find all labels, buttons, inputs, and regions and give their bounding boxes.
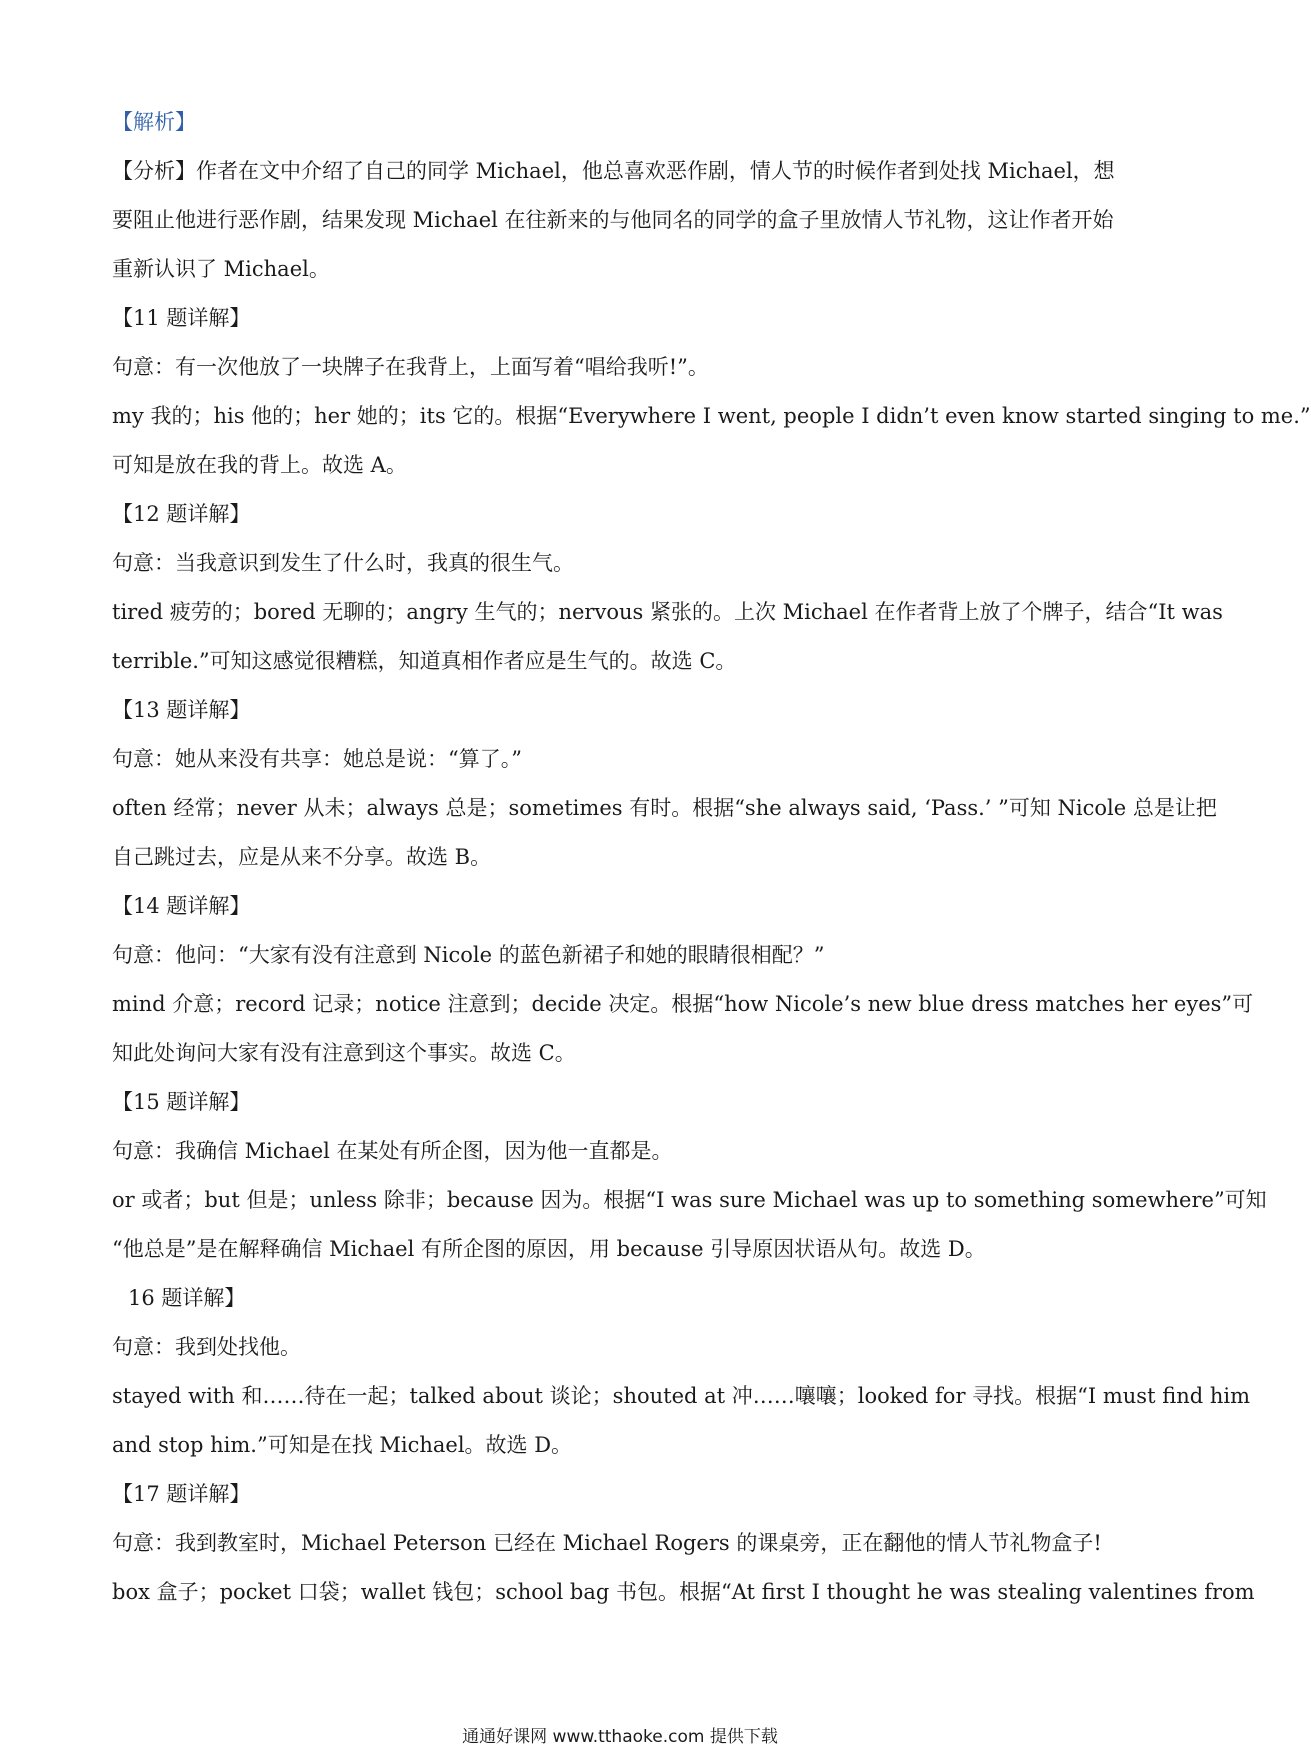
question-title: 【12 题详解】	[112, 502, 251, 526]
analysis-line: 【分析】作者在文中介绍了自己的同学 Michael，他总喜欢恶作剧，情人节的时候作者到处找 Michael，想	[112, 159, 1115, 183]
question-line: 句意：有一次他放了一块牌子在我背上，上面写着“唱给我听!”。	[112, 355, 709, 379]
question-line: 句意：我确信 Michael 在某处有所企图，因为他一直都是。	[112, 1139, 673, 1163]
question-14	[112, 882, 1254, 1078]
question-title: 【15 题详解】	[112, 1090, 251, 1114]
question-title: 【14 题详解】	[112, 894, 251, 918]
question-line: 可知是放在我的背上。故选 A。	[112, 453, 407, 477]
analysis-paragraph	[112, 147, 1134, 294]
document-body	[112, 98, 1311, 1617]
question-line: and stop him.”可知是在找 Michael。故选 D。	[112, 1433, 573, 1457]
analysis-line: 重新认识了 Michael。	[112, 257, 330, 281]
question-line: box 盒子；pocket 口袋；wallet 钱包；school bag 书包。根据“At first I thought he was stealing valentines from	[112, 1580, 1255, 1604]
question-line: stayed with 和……待在一起；talked about 谈论；shouted at 冲……嚷嚷；looked for 寻找。根据“I must find him	[112, 1384, 1250, 1408]
question-line: “他总是”是在解释确信 Michael 有所企图的原因，用 because 引导原因状语从句。故选 D。	[112, 1237, 986, 1261]
question-line: mind 介意；record 记录；notice 注意到；decide 决定。根据“how Nicole’s new blue dress matches her eyes”可	[112, 992, 1254, 1016]
analysis-line: 要阻止他进行恶作剧，结果发现 Michael 在往新来的与他同名的同学的盒子里放情人节礼物，这让作者开始	[112, 208, 1114, 232]
question-title: 【11 题详解】	[112, 306, 251, 330]
question-17	[112, 1470, 1255, 1617]
question-15	[112, 1078, 1267, 1274]
question-title: 16 题详解】	[128, 1286, 246, 1310]
question-line: 自己跳过去，应是从来不分享。故选 B。	[112, 845, 492, 869]
question-line: 句意：他问：“大家有没有注意到 Nicole 的蓝色新裙子和她的眼睛很相配？”	[112, 943, 825, 967]
question-16	[112, 1274, 1250, 1470]
question-line: 句意：我到教室时，Michael Peterson 已经在 Michael Rogers 的课桌旁，正在翻他的情人节礼物盒子!	[112, 1531, 1102, 1555]
question-line: 句意：她从来没有共享：她总是说：“算了。”	[112, 747, 522, 771]
question-line: 知此处询问大家有没有注意到这个事实。故选 C。	[112, 1041, 576, 1065]
question-line: or 或者；but 但是；unless 除非；because 因为。根据“I was sure Michael was up to something somewhere”可知	[112, 1188, 1267, 1212]
question-line: 句意：当我意识到发生了什么时，我真的很生气。	[112, 551, 574, 575]
analysis-header: 【解析】	[112, 110, 196, 134]
question-title: 【13 题详解】	[112, 698, 251, 722]
page-footer: 通通好课网 www.tthaoke.com 提供下载	[462, 1727, 778, 1747]
question-line: tired 疲劳的；bored 无聊的；angry 生气的；nervous 紧张的。上次 Michael 在作者背上放了个牌子，结合“It was	[112, 600, 1223, 624]
question-title: 【17 题详解】	[112, 1482, 251, 1506]
question-line: my 我的；his 他的；her 她的；its 它的。根据“Everywhere I went, people I didn’t even know started singing to me.”	[112, 404, 1311, 428]
question-line: often 经常；never 从未；always 总是；sometimes 有时。根据“she always said, ‘Pass.’ ”可知 Nicole 总是让把	[112, 796, 1217, 820]
question-12	[112, 490, 1223, 686]
question-line: 句意：我到处找他。	[112, 1335, 301, 1359]
question-13	[112, 686, 1217, 882]
question-line: terrible.”可知这感觉很糟糕，知道真相作者应是生气的。故选 C。	[112, 649, 737, 673]
question-11	[112, 294, 1311, 490]
